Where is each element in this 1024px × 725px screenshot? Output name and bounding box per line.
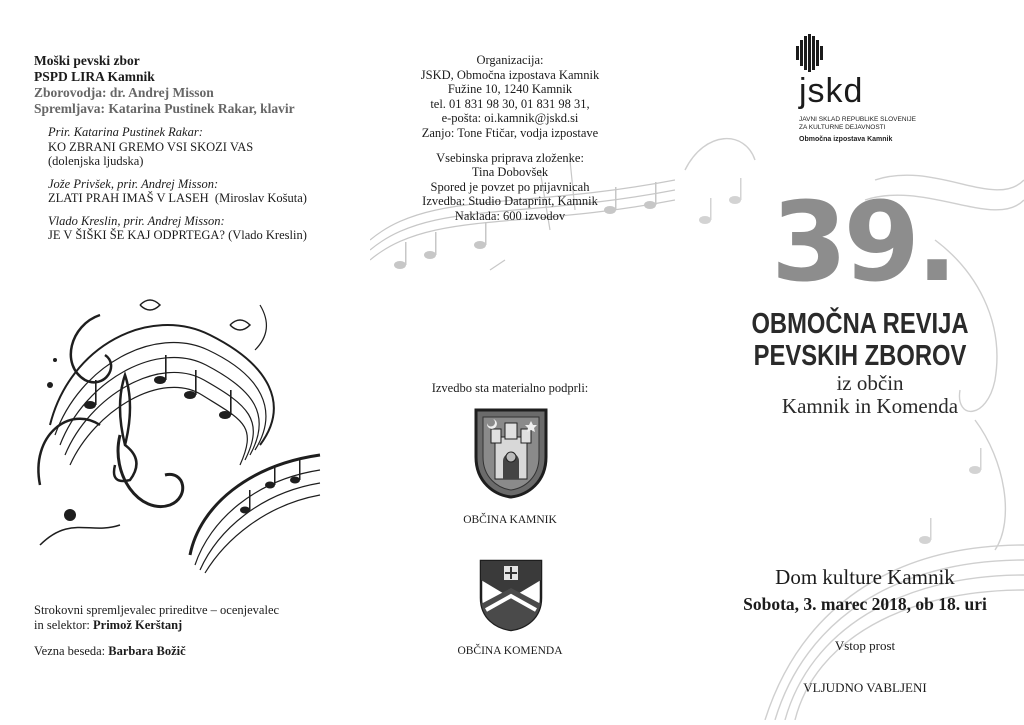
- evaluator-label-2: in selektor:: [34, 618, 90, 632]
- prep-line: Tina Dobovšek: [471, 165, 549, 180]
- song-title: JE V ŠIŠKI ŠE KAJ ODPRTEGA?: [48, 228, 225, 242]
- logo-wordmark: jskd: [799, 72, 864, 110]
- song-title: ZLATI PRAH IMAŠ V LASEH: [48, 191, 209, 205]
- right-panel: [675, 0, 1024, 725]
- event-title: [733, 308, 987, 372]
- left-panel: [0, 0, 370, 725]
- event-date: Sobota, 3. marec 2018, ob 18. uri: [743, 594, 987, 614]
- event-subtitle: [725, 372, 1015, 418]
- song-arranger: Prir. Katarina Pustinek Rakar:: [48, 125, 203, 139]
- song-item: [48, 214, 307, 243]
- song-author: (dolenjska ljudska): [48, 154, 144, 168]
- prep-line: Naklada: 600 izvodov: [454, 208, 566, 223]
- sponsor-name-komenda: OBČINA KOMENDA: [457, 645, 563, 657]
- event-title-line: OBMOČNA REVIJA: [751, 308, 969, 340]
- logo-branch: Območna izpostava Kamnik: [799, 136, 893, 143]
- evaluator-name: Primož Kerštanj: [93, 618, 183, 632]
- accompaniment: Spremljava: Katarina Pustinek Rakar, klavir: [34, 101, 295, 116]
- conductor: Zborovodja: dr. Andrej Misson: [34, 85, 214, 100]
- entry-note: Vstop prost: [834, 638, 896, 653]
- host-label: Vezna beseda:: [34, 644, 106, 658]
- host-name: Barbara Božič: [108, 644, 186, 658]
- prep-line: Izvedba: Studio Dataprint, Kamnik: [422, 194, 598, 209]
- music-swirl-illustration: [30, 285, 330, 575]
- org-line: JSKD, Območna izpostava Kamnik: [420, 67, 600, 82]
- invitation: VLJUDNO VABLJENI: [803, 680, 927, 695]
- choir-type: Moški pevski zbor: [34, 53, 140, 68]
- event-subtitle-line: iz občin: [836, 371, 904, 395]
- middle-panel: [370, 0, 675, 725]
- song-title: KO ZBRANI GREMO VSI SKOZI VAS: [48, 139, 254, 154]
- org-line: e-pošta: oi.kamnik@jskd.si: [441, 111, 579, 126]
- event-subtitle-line: Kamnik in Komenda: [781, 394, 959, 418]
- org-line: Fužine 10, 1240 Kamnik: [447, 82, 573, 97]
- komenda-coat-of-arms-icon: [478, 558, 544, 632]
- song-arranger: Jože Privšek, prir. Andrej Misson:: [48, 176, 219, 191]
- song-list: [48, 125, 307, 251]
- host-info: [34, 644, 186, 659]
- song-item: [48, 177, 307, 206]
- song-author: (Miroslav Košuta): [214, 191, 307, 205]
- support-label: Izvedbo sta materialno podprli:: [431, 381, 589, 395]
- song-author: (Vlado Kreslin): [228, 228, 307, 242]
- evaluator-label: Strokovni spremljevalec prireditve – ocenjevalec: [34, 603, 280, 617]
- choir-name: PSPD LIRA Kamnik: [34, 69, 155, 84]
- song-item: [48, 125, 307, 169]
- sponsor-name-kamnik: OBČINA KAMNIK: [463, 514, 557, 526]
- prep-line: Spored je povzet po prijavnicah: [430, 179, 590, 194]
- logo-subtitle-line: JAVNI SKLAD REPUBLIKE SLOVENIJE: [799, 116, 916, 123]
- org-line: Zanjo: Tone Ftičar, vodja izpostave: [421, 125, 599, 140]
- org-line: tel. 01 831 98 30, 01 831 98 31,: [430, 96, 590, 111]
- evaluator-info: [34, 603, 279, 633]
- venue: Dom kulture Kamnik: [775, 565, 955, 589]
- prep-line: Vsebinska priprava zloženke:: [436, 150, 584, 165]
- choir-info: [34, 53, 295, 117]
- organization-info: [370, 53, 650, 224]
- logo-subtitle: [799, 116, 916, 132]
- kamnik-coat-of-arms-icon: [473, 407, 549, 499]
- edition-number: 39.: [771, 178, 954, 306]
- org-line: Organizacija:: [476, 53, 544, 67]
- logo-subtitle-line: ZA KULTURNE DEJAVNOSTI: [799, 124, 886, 131]
- song-arranger: Vlado Kreslin, prir. Andrej Misson:: [48, 213, 225, 228]
- event-title-line: PEVSKIH ZBOROV: [753, 340, 967, 372]
